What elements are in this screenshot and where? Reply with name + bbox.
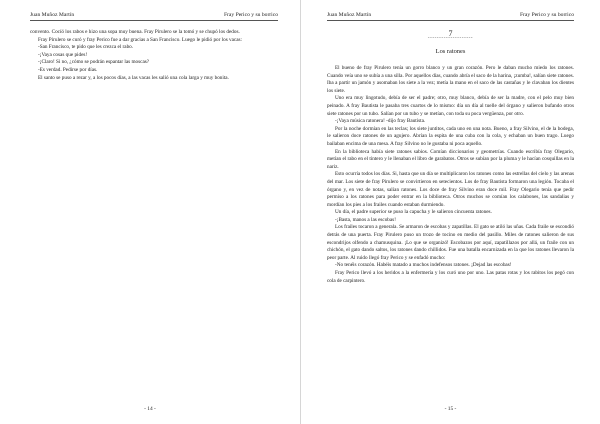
right-page-header	[327, 12, 574, 21]
chapter-ornament-rule: ˜˜˜˜˜˜˜˜˜˜˜˜˜˜˜˜˜˜˜˜	[427, 38, 474, 43]
paragraph: El bueno de fray Pirulero tenía un gorro blanco y un gran corazón. Pero le daban mucho miedo los ratones. Cuando veía uno se subía a una silla. Por aquellos días, cuando abría el saco de la harina, ¡zumba!, salían siete ratones. Iba a partir un jamón y asomaban los siete a la vez; metía la mano en el saco de las castañas y le clavaban los dientes los siete.	[327, 65, 574, 94]
left-page-header	[30, 12, 278, 21]
paragraph: El santo se puso a rezar y, a los pocos días, a las vacas les salió una cola larga y muy bonita.	[38, 74, 229, 81]
left-page-body	[30, 29, 278, 82]
paragraph: Esto ocurría todos los días. Si, hasta que un día se multiplicaron los ratones como las estrellas del cielo y las arenas del mar. Los siete de fray Pirulero se convirtieron en setecientos. Los de fray Bautista formaron una legión. Tocaba el órgano y, en vez de notas, salían ratones. Los doce de fray Silvino eran doce mil. Fray Olegario tenía que pedir permiso a los ratones para poder entrar en la biblioteca. Otros muchos se comían los calabones, las sandalias y mordían los pies a los frailes cuando estaban durmiendo.	[327, 171, 574, 208]
chapter-number: 7	[448, 29, 453, 38]
paragraph: Fray Perico llevó a los heridos a la enfermería y los curó uno por uno. Las patas rotas y los rabitos los pegó con cola de carpintero.	[327, 270, 574, 284]
paragraph: -Es verdad. Pedirse por días.	[38, 66, 98, 73]
paragraph: -No tenéis corazón. Habéis matado a muchos indefensos ratones. ¡Dejad las escobas!	[335, 262, 512, 269]
paragraph: Un día, el padre superior se puso la capucha y le salieron cincuenta ratones.	[335, 209, 492, 216]
paragraph: Uno era muy lingotudo, debía de ser el padre; otro, muy blanco, debía de ser la madre, con el pelo muy bien peinado. A fray Bautista le pasaba tres cuartos de lo mismo: día un día al tuelle del órgano y salieron bufando otros siete ratones por un tubo. Salían por un tubo y se metían, con toda su poca vergüenza, por otro.	[327, 95, 574, 117]
paragraph: En la biblioteca había siete ratones sabios. Comían diccionarios y geometrías. Cuando escribía fray Olegario, metían el rabo en el tintero y le llenaban el libro de garabatos. Otros se subían por la pluma y le hacían cosquillas en la nariz.	[327, 148, 574, 170]
left-page-number: - 14 -	[144, 406, 156, 412]
paragraph: Fray Pirulero se curó y fray Perico fue a dar gracias a San Francisco. Luego le pidió por los vacas:	[38, 36, 242, 43]
paragraph: -¡Claro! Si no, ¿cómo se podrán espantar las moscas?	[38, 59, 150, 66]
paragraph: -San Francisco, te pido que les crezca el rabo.	[38, 44, 134, 51]
right-header-title: Fray Perico y su borrico	[519, 12, 574, 18]
paragraph: convento. Cocíó los rabos e hizo una sopa muy buena. Fray Pirulero se la tomó y se chupó los dedos.	[30, 29, 240, 35]
right-header-author: Juan Muñoz Martín	[327, 12, 372, 18]
chapter-title: Los ratones	[435, 48, 466, 55]
left-header-author: Juan Muñoz Martín	[30, 12, 75, 18]
paragraph: -¡Vaya cosas que pides!	[38, 51, 88, 58]
right-page	[300, 0, 600, 424]
right-page-number: - 15 -	[444, 406, 457, 412]
paragraph: -¡Vaya música ratonera! -dijo fray Bautista.	[335, 118, 426, 125]
left-header-title: Fray Perico y su borrico	[223, 12, 278, 18]
paragraph: -¡Basta, manos a las escobas!	[335, 216, 396, 223]
paragraph: Los frailes tocaron a generala. Se armaron de escobas y zapatillas. El gato se atiló las uñas. Cada fraile se escondió detrás de una puerta. Fray Pirulero puso un trozo de tocino en medio del pasillo. Miles de ratones salieron de sus escondrijos olfendo a chamusquina. ¡Lo que se organizó! Escobazos por aquí, zapatillazos por allá, un fraile con un chichón, el gato dando saltos, los ratones dando chillidos. Fue una batalla encarnizada en la que los ratones llevaron la peor parte. Al ruido llegó fray Perico y se enfadó mucho:	[327, 224, 574, 261]
right-page-body	[327, 65, 574, 285]
paragraph: Por la noche dormían en las teclas; los siete juntitos, cada uno en una nota. Bueno, a fray Silvino, el de la bodega, le salieron doce ratones de un agujero. Abrían la espita de una cuba con la cola, y echaban un buen trago. Luego bailaban encima de una mesa. A fray Silvino no le gustaba ni poca aquello.	[327, 125, 574, 147]
